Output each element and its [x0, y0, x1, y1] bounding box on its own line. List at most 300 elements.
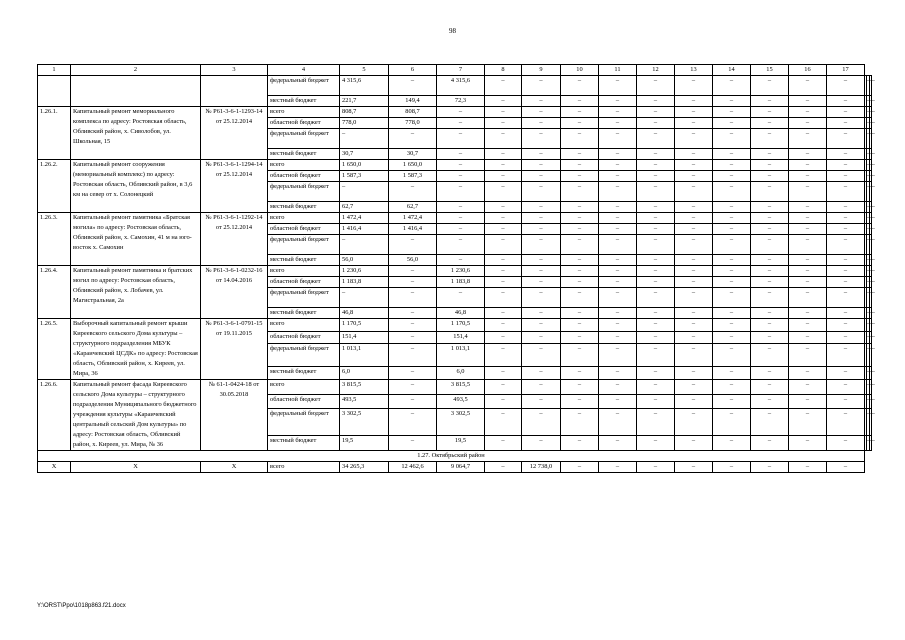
value-cell: 778,0 — [389, 118, 437, 129]
value-cell: – — [561, 288, 599, 308]
value-cell: 6,0 — [340, 367, 389, 380]
value-cell: – — [522, 319, 561, 332]
value-cell: 4 315,6 — [437, 76, 485, 96]
value-cell: – — [675, 255, 713, 266]
value-cell: – — [867, 160, 869, 171]
value-cell: 808,7 — [340, 107, 389, 118]
value-cell: 1 416,4 — [389, 224, 437, 235]
value-cell: – — [869, 160, 871, 171]
value-cell: – — [437, 107, 485, 118]
value-cell: – — [865, 394, 867, 409]
document-reference: № Р61-3-6-1-1294-14 от 25.12.2014 — [201, 160, 268, 213]
table-row — [38, 319, 872, 332]
value-cell: – — [713, 394, 751, 409]
fund-source-cell: областной бюджет — [268, 118, 340, 129]
value-cell: – — [865, 224, 867, 235]
value-cell: – — [869, 171, 871, 182]
value-cell: – — [599, 149, 637, 160]
value-cell: – — [865, 171, 867, 182]
value-cell: – — [561, 213, 599, 224]
value-cell: – — [485, 288, 522, 308]
value-cell: – — [599, 319, 637, 332]
value-cell: – — [827, 319, 865, 332]
value-cell: – — [827, 76, 865, 96]
value-cell: – — [751, 344, 789, 367]
value-cell: 62,7 — [340, 202, 389, 213]
fund-source-cell: областной бюджет — [268, 277, 340, 288]
value-cell: – — [637, 380, 675, 395]
value-cell: – — [827, 266, 865, 277]
value-cell: – — [522, 255, 561, 266]
value-cell: – — [867, 224, 869, 235]
fund-source-cell: всего — [268, 380, 340, 395]
value-cell: – — [522, 96, 561, 107]
value-cell: 1 587,3 — [389, 171, 437, 182]
value-cell: – — [637, 76, 675, 96]
fund-source-cell: местный бюджет — [268, 96, 340, 107]
value-cell: – — [675, 235, 713, 255]
fund-source-cell: всего — [268, 319, 340, 332]
fund-source-cell: всего — [268, 213, 340, 224]
column-header: 11 — [599, 65, 637, 76]
value-cell: – — [827, 118, 865, 129]
value-cell: – — [869, 277, 871, 288]
section-title: 1.27. Октябрьский район — [38, 451, 865, 462]
value-cell: – — [867, 344, 869, 367]
fund-source-cell: местный бюджет — [268, 202, 340, 213]
value-cell: – — [675, 266, 713, 277]
value-cell: – — [865, 160, 867, 171]
value-cell: – — [827, 129, 865, 149]
value-cell: – — [522, 436, 561, 451]
total-cell: Х — [201, 462, 268, 473]
value-cell: – — [637, 149, 675, 160]
value-cell: – — [522, 266, 561, 277]
total-cell: Х — [71, 462, 201, 473]
table-row — [38, 380, 872, 395]
value-cell: – — [827, 160, 865, 171]
value-cell: 1 183,8 — [437, 277, 485, 288]
value-cell: – — [865, 344, 867, 367]
value-cell: – — [637, 277, 675, 288]
value-cell: – — [522, 331, 561, 344]
empty-cell — [71, 76, 201, 107]
item-description: Капитальный ремонт мемориального комплекса по адресу: Ростовская область, Обливский район, х. Сиволобов, ул. Школьная, 15 — [71, 107, 201, 160]
value-cell: – — [713, 118, 751, 129]
value-cell: – — [637, 118, 675, 129]
value-cell: – — [437, 129, 485, 149]
value-cell: – — [675, 331, 713, 344]
column-header: 7 — [437, 65, 485, 76]
fund-source-cell: федеральный бюджет — [268, 182, 340, 202]
value-cell: – — [599, 462, 637, 473]
value-cell: – — [485, 96, 522, 107]
value-cell: – — [865, 118, 867, 129]
value-cell: – — [867, 182, 869, 202]
value-cell: – — [865, 288, 867, 308]
value-cell: – — [675, 182, 713, 202]
value-cell: – — [599, 235, 637, 255]
value-cell: – — [485, 213, 522, 224]
value-cell: – — [869, 202, 871, 213]
value-cell: – — [827, 344, 865, 367]
value-cell: – — [599, 288, 637, 308]
value-cell: – — [561, 224, 599, 235]
value-cell: – — [865, 319, 867, 332]
value-cell: – — [522, 308, 561, 319]
value-cell: – — [751, 224, 789, 235]
value-cell: – — [789, 255, 827, 266]
value-cell: – — [675, 171, 713, 182]
value-cell: – — [867, 367, 869, 380]
value-cell: – — [713, 367, 751, 380]
value-cell: – — [522, 118, 561, 129]
value-cell: – — [637, 288, 675, 308]
value-cell: – — [867, 288, 869, 308]
value-cell: – — [637, 394, 675, 409]
fund-source-cell: федеральный бюджет — [268, 129, 340, 149]
value-cell: – — [675, 380, 713, 395]
value-cell: – — [675, 118, 713, 129]
value-cell: – — [437, 160, 485, 171]
value-cell: – — [561, 380, 599, 395]
document-reference: № 61-1-0424-18 от 30.05.2018 — [201, 380, 268, 451]
value-cell: – — [522, 224, 561, 235]
value-cell: – — [713, 266, 751, 277]
fund-source-cell: всего — [268, 160, 340, 171]
value-cell: – — [713, 76, 751, 96]
value-cell: 34 265,3 — [340, 462, 389, 473]
fund-source-cell: областной бюджет — [268, 331, 340, 344]
value-cell: – — [867, 380, 869, 395]
value-cell: – — [827, 367, 865, 380]
value-cell: – — [522, 129, 561, 149]
value-cell: – — [561, 235, 599, 255]
value-cell: – — [599, 344, 637, 367]
value-cell: – — [827, 149, 865, 160]
value-cell: – — [522, 107, 561, 118]
value-cell: – — [637, 367, 675, 380]
value-cell: – — [751, 380, 789, 395]
fund-source-cell: всего — [268, 462, 340, 473]
value-cell: – — [869, 118, 871, 129]
value-cell: – — [867, 202, 869, 213]
value-cell: – — [561, 462, 599, 473]
value-cell: 221,7 — [340, 96, 389, 107]
value-cell: – — [827, 436, 865, 451]
value-cell: – — [675, 277, 713, 288]
value-cell: – — [789, 224, 827, 235]
value-cell: – — [637, 409, 675, 436]
value-cell: – — [437, 288, 485, 308]
value-cell: – — [675, 160, 713, 171]
value-cell: – — [789, 266, 827, 277]
value-cell: – — [865, 182, 867, 202]
value-cell: – — [713, 149, 751, 160]
fund-source-cell: местный бюджет — [268, 436, 340, 451]
value-cell: – — [713, 202, 751, 213]
value-cell: – — [869, 394, 871, 409]
value-cell: – — [599, 96, 637, 107]
value-cell: – — [713, 277, 751, 288]
column-header: 1 — [38, 65, 71, 76]
value-cell: 56,0 — [340, 255, 389, 266]
value-cell: – — [869, 367, 871, 380]
value-cell: – — [485, 149, 522, 160]
value-cell: 9 064,7 — [437, 462, 485, 473]
value-cell: 3 302,5 — [437, 409, 485, 436]
value-cell: – — [751, 107, 789, 118]
value-cell: – — [865, 380, 867, 395]
value-cell: – — [675, 344, 713, 367]
value-cell: – — [561, 129, 599, 149]
value-cell: 1 183,8 — [340, 277, 389, 288]
value-cell: – — [869, 213, 871, 224]
value-cell: – — [561, 76, 599, 96]
value-cell: – — [599, 224, 637, 235]
value-cell: – — [867, 149, 869, 160]
value-cell: – — [389, 319, 437, 332]
value-cell: – — [867, 107, 869, 118]
value-cell: – — [827, 394, 865, 409]
value-cell: – — [869, 331, 871, 344]
value-cell: – — [437, 202, 485, 213]
value-cell: – — [789, 160, 827, 171]
value-cell: 1 230,6 — [437, 266, 485, 277]
value-cell: – — [827, 308, 865, 319]
value-cell: 149,4 — [389, 96, 437, 107]
column-header: 9 — [522, 65, 561, 76]
value-cell: – — [827, 409, 865, 436]
value-cell: – — [389, 380, 437, 395]
value-cell: – — [637, 96, 675, 107]
value-cell: – — [561, 107, 599, 118]
value-cell: – — [751, 308, 789, 319]
value-cell: – — [865, 202, 867, 213]
value-cell: – — [485, 76, 522, 96]
fund-source-cell: областной бюджет — [268, 394, 340, 409]
value-cell: – — [789, 394, 827, 409]
value-cell: – — [485, 308, 522, 319]
total-cell: Х — [38, 462, 71, 473]
value-cell: – — [789, 462, 827, 473]
column-header: 8 — [485, 65, 522, 76]
value-cell: – — [599, 182, 637, 202]
document-reference: № Р61-3-6-1-0791-15 от 19.11.2015 — [201, 319, 268, 380]
value-cell: – — [867, 255, 869, 266]
value-cell: – — [485, 182, 522, 202]
value-cell: – — [485, 331, 522, 344]
value-cell: 493,5 — [340, 394, 389, 409]
fund-source-cell: всего — [268, 266, 340, 277]
value-cell: – — [789, 235, 827, 255]
value-cell: – — [789, 319, 827, 332]
value-cell: – — [865, 149, 867, 160]
value-cell: 1 170,5 — [340, 319, 389, 332]
value-cell: – — [599, 308, 637, 319]
column-header: 15 — [751, 65, 789, 76]
value-cell: – — [751, 255, 789, 266]
value-cell: – — [751, 331, 789, 344]
value-cell: – — [713, 255, 751, 266]
value-cell: – — [522, 149, 561, 160]
value-cell: – — [869, 129, 871, 149]
value-cell: – — [637, 160, 675, 171]
value-cell: – — [437, 235, 485, 255]
document-reference: № Р61-3-6-1-1293-14 от 25.12.2014 — [201, 107, 268, 160]
value-cell: – — [827, 224, 865, 235]
item-description: Выборочный капитальный ремонт крыши Киреевского сельского Дома культуры – структурного подразделения МБУК «Караичевский ЦСДК» по адресу: Ростовская область, Обливский район, х. Киреев, ул. Мира, 36 — [71, 319, 201, 380]
value-cell: – — [561, 344, 599, 367]
item-number: 1.26.2. — [38, 160, 71, 213]
value-cell: 1 416,4 — [340, 224, 389, 235]
value-cell: – — [751, 436, 789, 451]
value-cell: 4 315,6 — [340, 76, 389, 96]
value-cell: – — [561, 160, 599, 171]
value-cell: – — [561, 202, 599, 213]
value-cell: – — [869, 96, 871, 107]
value-cell: – — [485, 118, 522, 129]
value-cell: – — [637, 344, 675, 367]
value-cell: – — [561, 149, 599, 160]
value-cell: 1 170,5 — [437, 319, 485, 332]
total-row — [38, 462, 872, 473]
column-header: 13 — [675, 65, 713, 76]
fund-source-cell: федеральный бюджет — [268, 76, 340, 96]
value-cell: 3 302,5 — [340, 409, 389, 436]
value-cell: – — [637, 213, 675, 224]
fund-source-cell: местный бюджет — [268, 149, 340, 160]
table-row — [38, 76, 872, 96]
value-cell: – — [827, 202, 865, 213]
value-cell: – — [599, 266, 637, 277]
value-cell: – — [869, 76, 871, 96]
value-cell: – — [675, 149, 713, 160]
value-cell: – — [389, 331, 437, 344]
value-cell: – — [869, 182, 871, 202]
value-cell: – — [827, 235, 865, 255]
value-cell: – — [865, 331, 867, 344]
column-header: 5 — [340, 65, 389, 76]
value-cell: – — [637, 202, 675, 213]
value-cell: – — [869, 224, 871, 235]
value-cell: – — [561, 266, 599, 277]
value-cell: – — [713, 319, 751, 332]
value-cell: – — [713, 288, 751, 308]
column-header: 12 — [637, 65, 675, 76]
table-row — [38, 213, 872, 224]
value-cell: – — [869, 107, 871, 118]
value-cell: – — [599, 394, 637, 409]
empty-cell — [38, 76, 71, 107]
value-cell: – — [599, 213, 637, 224]
value-cell: – — [751, 394, 789, 409]
value-cell: – — [867, 76, 869, 96]
value-cell: – — [522, 277, 561, 288]
value-cell: – — [751, 319, 789, 332]
table-row — [38, 160, 872, 171]
value-cell: 19,5 — [437, 436, 485, 451]
value-cell: – — [827, 288, 865, 308]
value-cell: – — [522, 213, 561, 224]
value-cell: – — [675, 76, 713, 96]
value-cell: – — [389, 76, 437, 96]
value-cell: – — [437, 255, 485, 266]
value-cell: – — [522, 367, 561, 380]
value-cell: 1 472,4 — [340, 213, 389, 224]
value-cell: – — [599, 107, 637, 118]
value-cell: – — [789, 118, 827, 129]
value-cell: – — [485, 107, 522, 118]
value-cell: – — [713, 171, 751, 182]
value-cell: 808,7 — [389, 107, 437, 118]
column-header: 6 — [389, 65, 437, 76]
value-cell: – — [789, 277, 827, 288]
value-cell: – — [789, 288, 827, 308]
value-cell: 151,4 — [437, 331, 485, 344]
value-cell: – — [713, 462, 751, 473]
value-cell: – — [751, 96, 789, 107]
value-cell: – — [561, 319, 599, 332]
value-cell: – — [789, 380, 827, 395]
column-header: 10 — [561, 65, 599, 76]
value-cell: 72,3 — [437, 96, 485, 107]
value-cell: – — [522, 160, 561, 171]
value-cell: – — [522, 409, 561, 436]
value-cell: – — [522, 235, 561, 255]
value-cell: – — [437, 171, 485, 182]
value-cell: – — [389, 235, 437, 255]
value-cell: – — [867, 235, 869, 255]
item-number: 1.26.6. — [38, 380, 71, 451]
value-cell: – — [751, 129, 789, 149]
value-cell: 12 738,0 — [522, 462, 561, 473]
value-cell: – — [485, 202, 522, 213]
value-cell: – — [637, 266, 675, 277]
value-cell: – — [869, 149, 871, 160]
value-cell: – — [599, 436, 637, 451]
value-cell: – — [561, 118, 599, 129]
value-cell: – — [789, 76, 827, 96]
value-cell: – — [751, 367, 789, 380]
value-cell: – — [389, 409, 437, 436]
value-cell: – — [561, 255, 599, 266]
value-cell: – — [865, 367, 867, 380]
value-cell: – — [751, 277, 789, 288]
value-cell: 1 650,0 — [340, 160, 389, 171]
item-number: 1.26.5. — [38, 319, 71, 380]
value-cell: – — [389, 266, 437, 277]
table-row — [38, 266, 872, 277]
value-cell: 6,0 — [437, 367, 485, 380]
value-cell: – — [789, 129, 827, 149]
value-cell: – — [751, 409, 789, 436]
value-cell: – — [485, 436, 522, 451]
value-cell: – — [713, 160, 751, 171]
value-cell: – — [869, 288, 871, 308]
budget-table — [37, 64, 875, 473]
value-cell: – — [865, 409, 867, 436]
value-cell: – — [599, 118, 637, 129]
value-cell: – — [340, 235, 389, 255]
value-cell: – — [389, 288, 437, 308]
value-cell: – — [751, 149, 789, 160]
page-number: 98 — [449, 27, 456, 35]
value-cell: – — [713, 331, 751, 344]
value-cell: – — [827, 277, 865, 288]
value-cell: – — [675, 319, 713, 332]
value-cell: – — [485, 235, 522, 255]
